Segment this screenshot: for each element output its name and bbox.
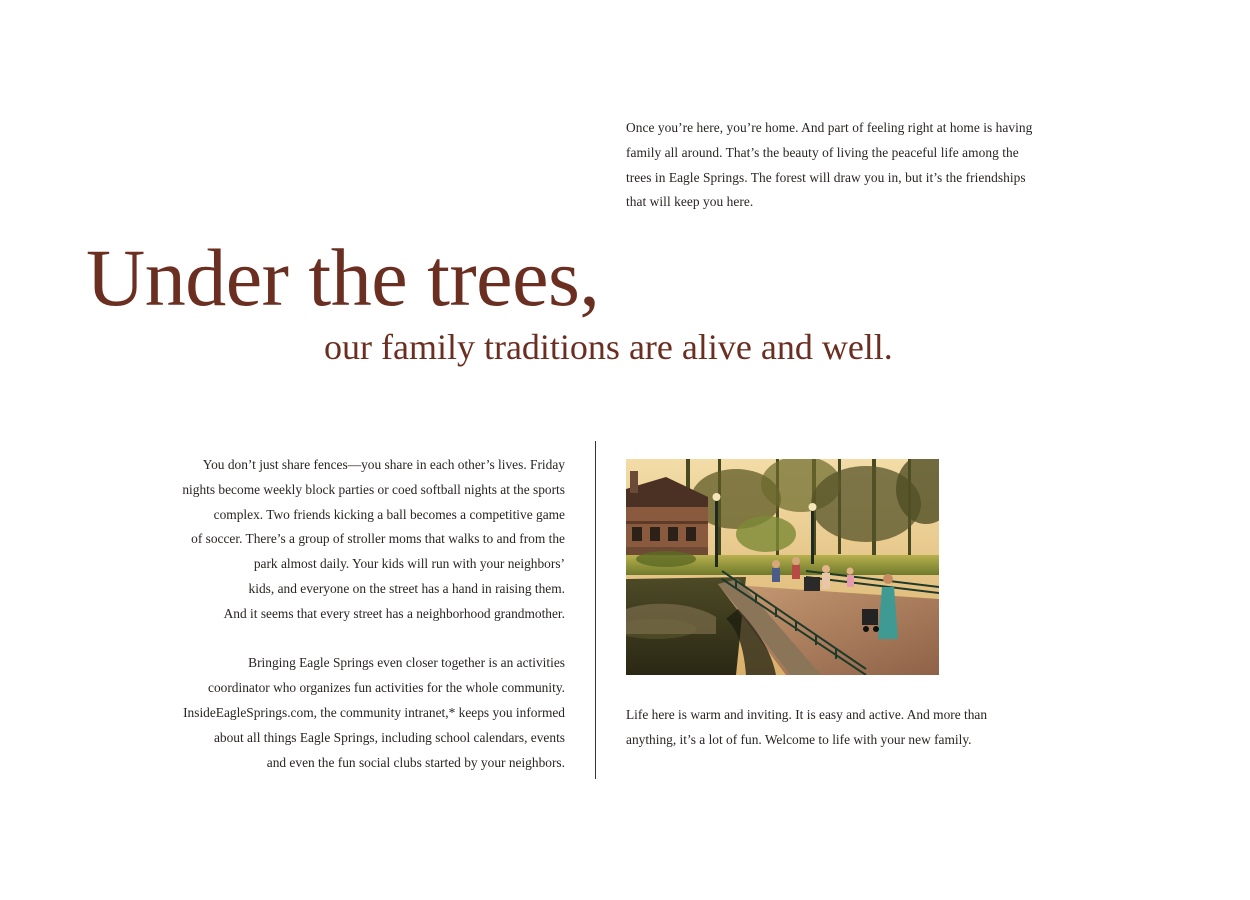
intro-paragraph [626, 116, 1096, 215]
paragraph-line: coordinator who organizes fun activities for the whole community. [208, 680, 565, 696]
activities-paragraph [125, 651, 565, 775]
column-divider [595, 441, 596, 779]
paragraph-line: park almost daily. Your kids will run with your neighbors’ [253, 556, 565, 572]
closing-line: anything, it’s a lot of fun. Welcome to life with your new family. [626, 731, 972, 747]
headline: Under the trees, [86, 232, 600, 323]
paragraph-line: about all things Eagle Springs, including school calendars, events [213, 729, 565, 745]
community-paragraph [125, 453, 565, 627]
intro-line: that will keep you here. [626, 194, 754, 210]
paragraph-line: kids, and everyone on the street has a hand in raising them. [248, 580, 565, 596]
paragraph-line: complex. Two friends kicking a ball becomes a competitive game [213, 506, 565, 522]
paragraph-line: InsideEagleSprings.com, the community intranet,* keeps you informed [183, 704, 565, 720]
park-bridge-photo [626, 459, 939, 675]
intro-line: trees in Eagle Springs. The forest will draw you in, but it’s the friendships [626, 169, 1026, 185]
closing-line: Life here is warm and inviting. It is easy and active. And more than [626, 707, 988, 722]
paragraph-line: and even the fun social clubs started by your neighbors. [266, 754, 565, 770]
intro-line: Once you’re here, you’re home. And part of feeling right at home is having [626, 120, 1033, 135]
paragraph-line: Bringing Eagle Springs even closer together is an activities [248, 655, 565, 671]
left-column-text [125, 453, 565, 775]
paragraph-line: nights become weekly block parties or coed softball nights at the sports [182, 481, 565, 497]
paragraph-line: And it seems that every street has a neighborhood grandmother. [223, 605, 565, 621]
paragraph-line: of soccer. There’s a group of stroller moms that walks to and from the [191, 531, 565, 547]
subheadline: our family traditions are alive and well. [324, 327, 893, 367]
intro-line: family all around. That’s the beauty of living the peaceful life among the [626, 144, 1019, 160]
closing-paragraph [626, 703, 1066, 753]
paragraph-line: You don’t just share fences—you share in each other’s lives. Friday [202, 457, 565, 472]
